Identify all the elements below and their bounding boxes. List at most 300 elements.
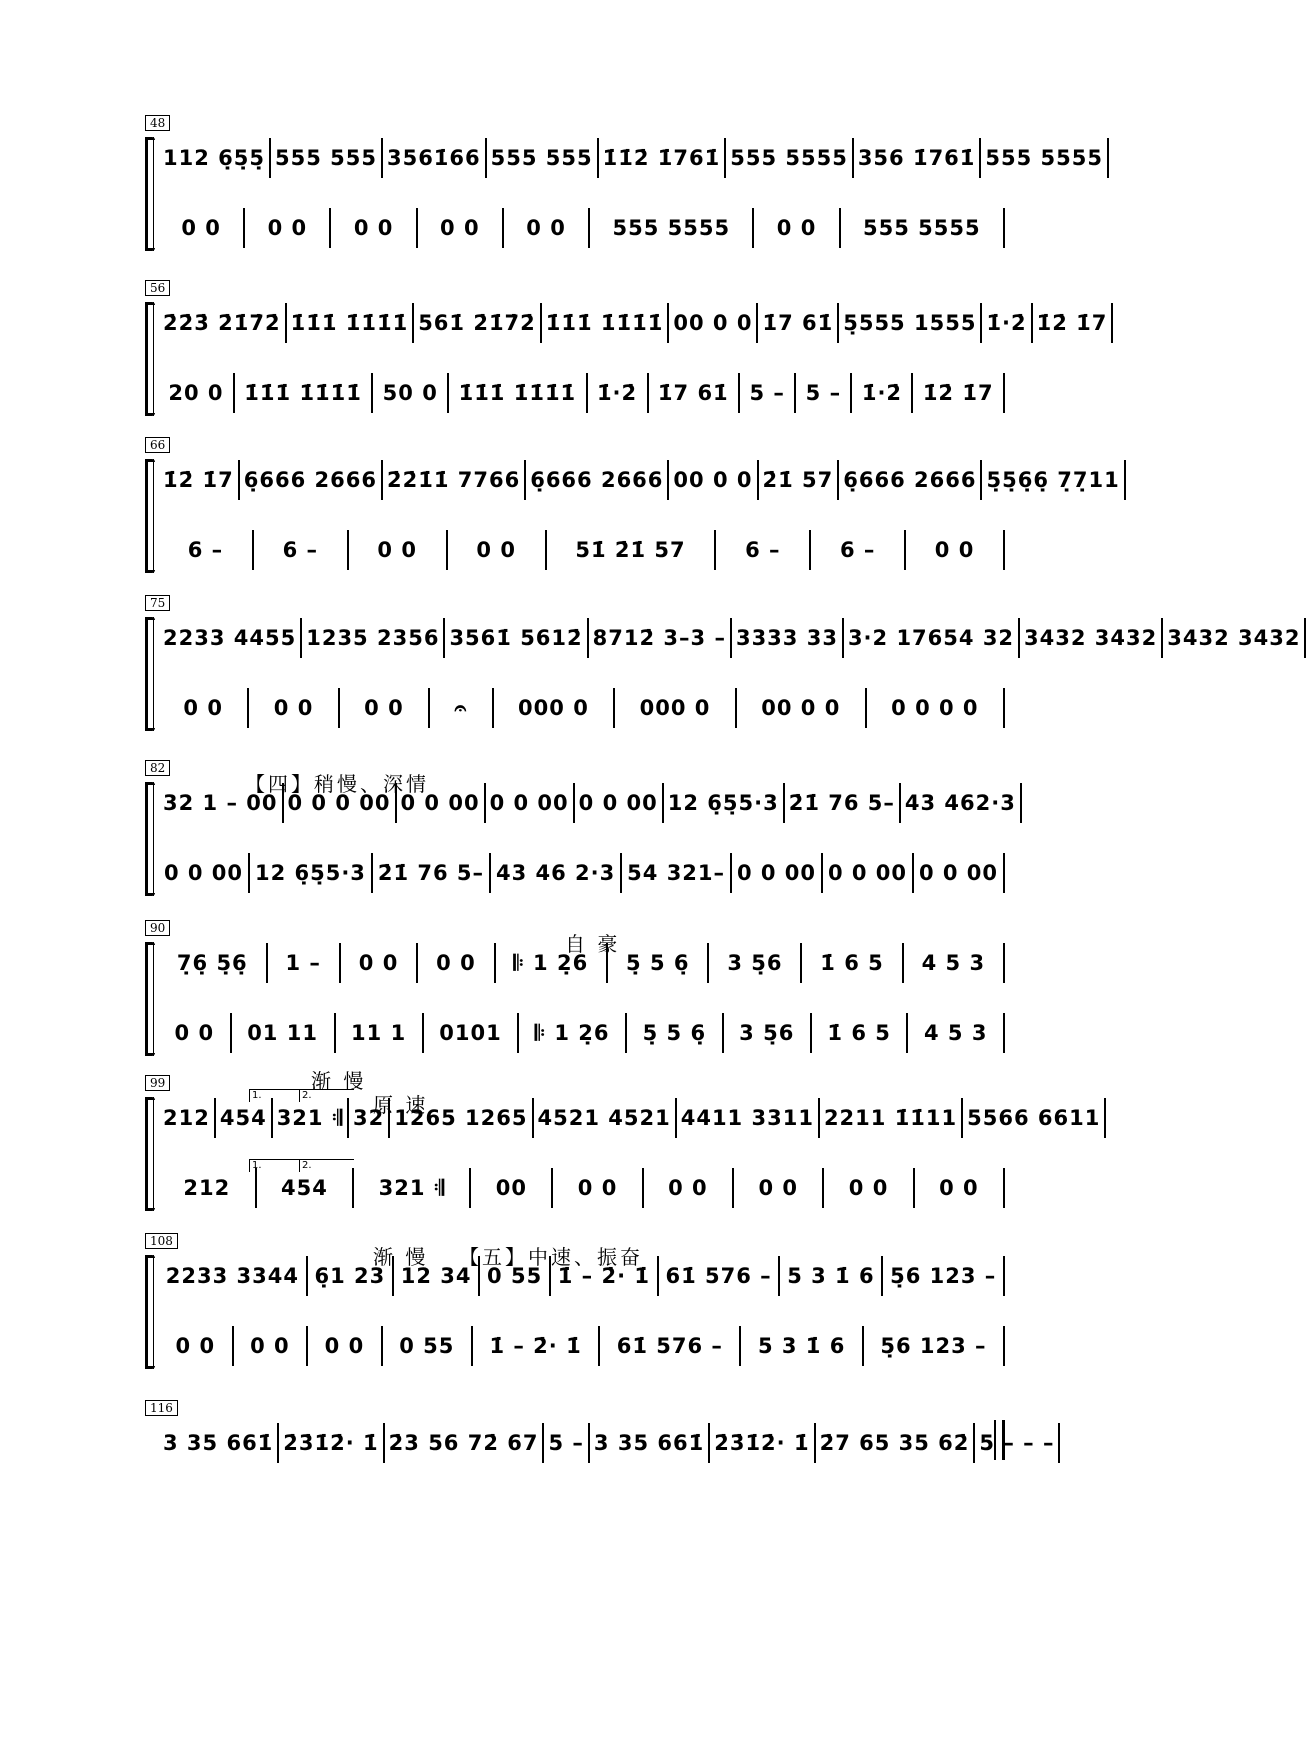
notes: 1̇ – 2̇· 1̇	[557, 1264, 650, 1288]
notes: 212	[183, 1176, 231, 1200]
notes: 1̇2̇ 1̇7	[922, 381, 994, 405]
measure-bar	[908, 1013, 1005, 1053]
measure-bar	[544, 1423, 589, 1463]
notes: 3432 3432	[1167, 626, 1301, 650]
system-bracket	[145, 617, 158, 731]
staff-line	[159, 300, 1108, 346]
notes: 356 1̇761̇	[857, 146, 976, 170]
measure-bar	[418, 943, 495, 983]
staff-line	[159, 780, 1016, 826]
measure-bar	[159, 943, 268, 983]
measure-bar	[383, 1326, 473, 1366]
measure-bar	[390, 1098, 533, 1138]
notes: 000 0	[518, 696, 589, 720]
measure-bar	[471, 1168, 553, 1208]
system-bracket	[145, 137, 158, 251]
measure-number: 56	[145, 280, 170, 296]
measure-bar	[159, 618, 302, 658]
measure-bar	[494, 688, 616, 728]
measure-bar	[816, 1423, 976, 1463]
notes: 1 –	[285, 951, 321, 975]
measure-bar	[590, 1423, 710, 1463]
measure-bar	[732, 853, 823, 893]
measure-number: 82	[145, 760, 170, 776]
measure-bar	[373, 373, 449, 413]
measure-bar	[504, 208, 590, 248]
staff-line	[159, 527, 1005, 573]
notes: 0 0	[250, 1334, 290, 1358]
notes: 11 1	[351, 1021, 407, 1045]
measure-bar	[599, 138, 727, 178]
notes: 000 0	[639, 696, 711, 720]
measure-bar	[336, 1013, 424, 1053]
notes: 𝄆 1 2̣6	[513, 950, 589, 975]
notes: 00 0 0	[673, 468, 753, 492]
measure-bar	[1020, 618, 1163, 658]
measure-bar	[418, 208, 504, 248]
measure-bar	[448, 530, 547, 570]
measure-bar	[159, 783, 284, 823]
system-bracket	[145, 782, 158, 896]
notes: 0 0	[364, 696, 404, 720]
measure-bar	[449, 373, 587, 413]
measure-bar	[159, 1168, 257, 1208]
volta-bracket: 2.	[299, 1159, 354, 1172]
measure-bar	[622, 853, 732, 893]
measure-bar	[589, 618, 732, 658]
measure-bar	[982, 303, 1032, 343]
measure-bar	[734, 1168, 824, 1208]
notes: 1̇1̇1̇ 1̇1̇1̇1̇	[545, 311, 664, 335]
measure-bar	[758, 303, 839, 343]
measure-number: 66	[145, 437, 170, 453]
measure-bar	[240, 460, 383, 500]
notes: 01 11	[247, 1021, 318, 1045]
notes: 0 0 00	[489, 791, 569, 815]
measure-bar	[445, 618, 588, 658]
measure-bar	[841, 208, 1005, 248]
notes: 555 555	[490, 146, 593, 170]
notes: 0 0	[181, 216, 221, 240]
notes: 555 5555	[985, 146, 1103, 170]
measure-bar	[331, 208, 417, 248]
notes: 0 0	[324, 1334, 365, 1358]
measure-bar	[159, 1326, 234, 1366]
measure-number: 116	[145, 1400, 178, 1416]
notes: 0 55	[487, 1264, 543, 1288]
measure-bar	[159, 853, 250, 893]
measure-bar	[726, 138, 854, 178]
measure-bar	[430, 688, 494, 728]
measure-bar	[159, 530, 254, 570]
notes: 5 – – –	[979, 1431, 1055, 1455]
notes: 3561̇66	[386, 146, 481, 170]
notes: 8712̇ 3–3 –	[592, 626, 726, 650]
notes: 321 𝄇	[276, 1105, 344, 1130]
measure-bar	[302, 618, 445, 658]
staff-line	[159, 940, 1005, 986]
measure-bar	[496, 943, 609, 983]
notes: 1265 1265	[394, 1106, 528, 1130]
measure-bar	[159, 373, 235, 413]
measure-bar	[741, 1326, 863, 1366]
notes: 0 0	[183, 696, 223, 720]
measure-bar	[904, 943, 1005, 983]
volta-bracket: 2.	[299, 1089, 354, 1102]
notes: 0 0	[436, 951, 476, 975]
measure-bar	[575, 783, 664, 823]
staff-line	[159, 850, 1005, 896]
notes: 5 –	[548, 1431, 584, 1455]
notes: 54 321–	[627, 861, 726, 885]
notes: 1̇1̇1̇ 1̇1̇1̇1̇	[458, 381, 577, 405]
notes: 3 5̣6	[727, 951, 783, 975]
measure-bar	[542, 303, 670, 343]
staff-line	[159, 1010, 1005, 1056]
measure-bar	[349, 530, 448, 570]
notes: 2̇3̇1̇2̇· 1̇	[714, 1431, 810, 1455]
measure-bar	[802, 943, 903, 983]
measure-bar	[864, 1326, 1005, 1366]
staff-line	[159, 1420, 1055, 1466]
staff-line	[159, 135, 1103, 181]
notes: 1̇2̇ 1̇7	[1036, 311, 1108, 335]
system-bracket	[145, 302, 158, 416]
measure-bar	[669, 303, 758, 343]
notes: 12 6̣5̣5·3	[667, 791, 779, 815]
measure-bar	[914, 853, 1005, 893]
notes: 0 0 0 0	[891, 696, 979, 720]
measure-bar	[982, 460, 1125, 500]
notes: 0 0	[848, 1176, 889, 1200]
tempo-marking: 【五】中速、振奋	[459, 1245, 643, 1269]
notes: 1̇ 6 5	[827, 1021, 891, 1045]
measure-bar	[664, 783, 785, 823]
measure-bar	[590, 208, 754, 248]
notes: 𝄆 1 2̣6	[534, 1020, 610, 1045]
system-bracket	[145, 942, 158, 1056]
notes: 0 0 00	[400, 791, 480, 815]
measure-bar	[740, 373, 796, 413]
notes: 3 5̣6	[739, 1021, 795, 1045]
notes: 𝄐	[454, 695, 468, 720]
notes: 0 0	[934, 538, 975, 562]
measure-bar	[159, 303, 287, 343]
staff-line	[159, 1165, 1005, 1211]
notes: 6 –	[282, 538, 318, 562]
notes: 6 –	[187, 538, 224, 562]
measure-bar	[796, 373, 852, 413]
measure-bar	[486, 783, 575, 823]
notes: 555 5555	[730, 146, 848, 170]
notes: 0101	[439, 1021, 502, 1045]
notes: 0 55	[399, 1334, 455, 1358]
final-barline	[994, 1420, 1005, 1460]
measure-bar	[852, 373, 913, 413]
notes: 3561̇ 5612̇	[449, 626, 583, 650]
notes: 51̇ 2̇1̇ 57	[575, 538, 686, 562]
notes: 2233 3344	[165, 1264, 299, 1288]
notes: 2̇1̇ 76 5–	[377, 861, 485, 885]
measure-bar	[245, 208, 331, 248]
notes: 0 0	[267, 216, 308, 240]
measure-bar	[754, 208, 840, 248]
measure-number: 75	[145, 595, 170, 611]
measure-bar	[906, 530, 1005, 570]
measure-bar	[235, 373, 373, 413]
notes: 43 462·3	[904, 791, 1016, 815]
measure-bar	[547, 530, 717, 570]
notes: 1̇·2̇	[986, 311, 1027, 335]
measure-bar	[159, 1013, 232, 1053]
notes: 4411 3311	[680, 1106, 814, 1130]
notes: 6 –	[839, 538, 876, 562]
notes: 6̣666 2666	[843, 468, 977, 492]
notes: 5566 6611	[967, 1106, 1101, 1130]
system-bracket	[145, 1097, 158, 1211]
measure-bar	[823, 853, 914, 893]
measure-bar	[284, 783, 397, 823]
measure-bar	[480, 1256, 551, 1296]
measure-bar	[710, 1423, 815, 1463]
notes: 5 3 1̇ 6	[787, 1264, 875, 1288]
staff-line	[159, 370, 1005, 416]
measure-bar	[737, 688, 867, 728]
notes: 0 0 00	[163, 861, 244, 885]
measure-bar	[424, 1013, 520, 1053]
measure-bar	[615, 688, 737, 728]
notes: 0 0	[939, 1176, 979, 1200]
measure-bar	[373, 853, 491, 893]
notes: 5̣ 5 6̣	[642, 1021, 707, 1045]
notes: 4521 4521	[537, 1106, 671, 1130]
measure-bar	[600, 1326, 741, 1366]
measure-bar	[254, 530, 349, 570]
measure-bar	[732, 618, 844, 658]
measure-bar	[526, 460, 669, 500]
notes: 00	[495, 1176, 528, 1200]
notes: 3·2 17654 32	[847, 626, 1015, 650]
staff-line	[159, 1253, 1005, 1299]
measure-bar	[271, 138, 383, 178]
measure-bar	[232, 1013, 336, 1053]
measure-bar	[785, 783, 901, 823]
notes: 3333 33	[735, 626, 838, 650]
notes: 555 5555	[863, 216, 981, 240]
notes: 1̇2̇ 1̇7	[163, 468, 234, 492]
notes: 5 3 1̇ 6	[757, 1334, 846, 1358]
notes: 12 34	[400, 1264, 472, 1288]
measure-bar	[901, 783, 1022, 823]
measure-bar	[383, 460, 526, 500]
measure-bar	[268, 943, 341, 983]
measure-bar	[915, 1168, 1005, 1208]
notes: 1̇·2̇	[861, 381, 903, 405]
measure-bar	[250, 853, 373, 893]
notes: 5 –	[749, 381, 785, 405]
measure-bar	[249, 688, 339, 728]
notes: 5̣6 123 –	[880, 1334, 987, 1358]
notes: 3432 3432	[1024, 626, 1158, 650]
measure-bar	[257, 1168, 355, 1208]
measure-bar	[234, 1326, 309, 1366]
measure-bar	[551, 1256, 659, 1296]
measure-bar	[473, 1326, 600, 1366]
notes: 1̇·2̇	[596, 381, 638, 405]
notes: 0 0 00	[578, 791, 658, 815]
measure-bar	[659, 1256, 781, 1296]
notes: 6̣1 23	[314, 1264, 386, 1288]
notes: 2211 1̇1̇11	[823, 1106, 958, 1130]
notes: 6̣666 2666	[530, 468, 664, 492]
measure-bar	[867, 688, 1005, 728]
measure-bar	[824, 1168, 914, 1208]
notes: 555 5555	[612, 216, 731, 240]
notes: 00 0 0	[673, 311, 753, 335]
staff-line	[159, 1095, 1101, 1141]
notes: 0 0 00	[736, 861, 817, 885]
notes: 32 1 – 00	[163, 791, 278, 815]
measure-bar	[644, 1168, 734, 1208]
measure-bar	[397, 783, 486, 823]
measure-bar	[811, 530, 906, 570]
tempo-marking: 原 速	[373, 1093, 429, 1117]
notes: 0 0	[668, 1176, 708, 1200]
notes: 3 35 661̇	[593, 1431, 705, 1455]
notes: 0 0	[476, 538, 516, 562]
notes: 555 555	[274, 146, 377, 170]
measure-bar	[340, 688, 430, 728]
notes: 0 0	[440, 216, 480, 240]
notes: 5̣6 123 –	[890, 1264, 997, 1288]
measure-bar	[716, 530, 811, 570]
measure-bar	[273, 1098, 349, 1138]
measure-bar	[883, 1256, 1005, 1296]
measure-bar	[159, 1098, 216, 1138]
measure-bar	[1033, 303, 1114, 343]
notes: 3 35 661̇	[163, 1431, 274, 1455]
measure-bar	[820, 1098, 963, 1138]
measure-bar	[279, 1423, 384, 1463]
notes: 61̇ 576 –	[665, 1264, 772, 1288]
notes: 561̇ 2̇1̇7̇2̇	[418, 311, 536, 335]
measure-bar	[341, 943, 418, 983]
system-bracket	[145, 459, 158, 573]
measure-bar	[308, 1326, 383, 1366]
notes: 00 0 0	[761, 696, 841, 720]
measure-bar	[159, 460, 240, 500]
notes: 6̣666 2666	[243, 468, 377, 492]
measure-bar	[534, 1098, 677, 1138]
measure-bar	[159, 1423, 279, 1463]
measure-bar	[649, 373, 741, 413]
measure-bar	[913, 373, 1005, 413]
measure-bar	[608, 943, 709, 983]
measure-bar	[159, 208, 245, 248]
notes: 0 0	[273, 696, 314, 720]
notes: 1̇ – 2̇· 1̇	[489, 1334, 582, 1358]
notes: 1235 2356	[306, 626, 440, 650]
measure-bar	[981, 138, 1109, 178]
measure-bar	[759, 460, 840, 500]
measure-bar	[491, 853, 622, 893]
notes: 4 5 3	[921, 951, 986, 975]
volta-bracket: 1.	[249, 1089, 302, 1102]
measure-number: 90	[145, 920, 170, 936]
volta-bracket: 1.	[249, 1159, 302, 1172]
notes: 1̇ 6 5	[820, 951, 884, 975]
measure-bar	[287, 303, 415, 343]
notes: 212	[163, 1106, 210, 1130]
notes: 4 5 3	[923, 1021, 988, 1045]
measure-bar	[553, 1168, 643, 1208]
notes: 5̣ 5 6̣	[626, 951, 690, 975]
tempo-marking: 渐 慢	[373, 1245, 429, 1269]
measure-bar	[669, 460, 758, 500]
notes: 43 46 2·3	[495, 861, 616, 885]
measure-bar	[724, 1013, 812, 1053]
measure-bar	[394, 1256, 480, 1296]
measure-number: 99	[145, 1075, 170, 1091]
notes: 0 0 00	[827, 861, 908, 885]
staff-line	[159, 615, 1301, 661]
staff-line	[159, 1323, 1005, 1369]
staff-line	[159, 457, 1120, 503]
notes: 0 0	[577, 1176, 618, 1200]
measure-bar	[839, 303, 982, 343]
measure-number: 108	[145, 1233, 178, 1249]
notes: 2̇3̇1̇2̇· 1̇	[283, 1431, 379, 1455]
notes: 454	[219, 1106, 267, 1130]
notes: 0 0	[175, 1334, 216, 1358]
measure-number: 48	[145, 115, 170, 131]
notes: 0 0	[377, 538, 417, 562]
notes: 6 –	[745, 538, 781, 562]
notes: 61̇ 576 –	[616, 1334, 723, 1358]
notes: 112 6̣5̣5̣	[163, 146, 265, 170]
measure-bar	[627, 1013, 724, 1053]
notes: 32	[353, 1106, 385, 1130]
notes: 12 6̣5̣5·3	[254, 861, 366, 885]
measure-bar	[308, 1256, 394, 1296]
measure-bar	[1163, 618, 1306, 658]
notes: 2233 4455	[163, 626, 297, 650]
measure-bar	[159, 1256, 308, 1296]
notes: 0 0 0 00	[287, 791, 391, 815]
measure-bar	[780, 1256, 883, 1296]
measure-bar	[383, 138, 487, 178]
notes: 1̇7 61̇	[657, 381, 729, 405]
measure-bar	[677, 1098, 820, 1138]
notes: 1̇1̇1̇ 1̇1̇1̇1̇	[290, 311, 409, 335]
notes: 2̇7 65 35 62̇	[819, 1431, 970, 1455]
notes: 2̇1̇ 76 5–	[788, 791, 895, 815]
notes: 2̇2̇1̇1̇ 7766	[386, 468, 521, 492]
notes: 0 0	[174, 1021, 215, 1045]
measure-bar	[414, 303, 542, 343]
measure-bar	[975, 1423, 1060, 1463]
measure-bar	[854, 138, 982, 178]
measure-bar	[519, 1013, 627, 1053]
notes: 0 0	[526, 216, 566, 240]
notes: 50 0	[382, 381, 438, 405]
notes: 2̇2̇3̇ 2̇1̇7̇2̇	[163, 311, 281, 335]
measure-bar	[487, 138, 599, 178]
measure-bar	[385, 1423, 545, 1463]
notes: 2̇3 56 72̇ 67	[388, 1431, 539, 1455]
staff-line	[159, 205, 1005, 251]
tempo-marking: 【四】稍慢、深情	[245, 772, 429, 796]
